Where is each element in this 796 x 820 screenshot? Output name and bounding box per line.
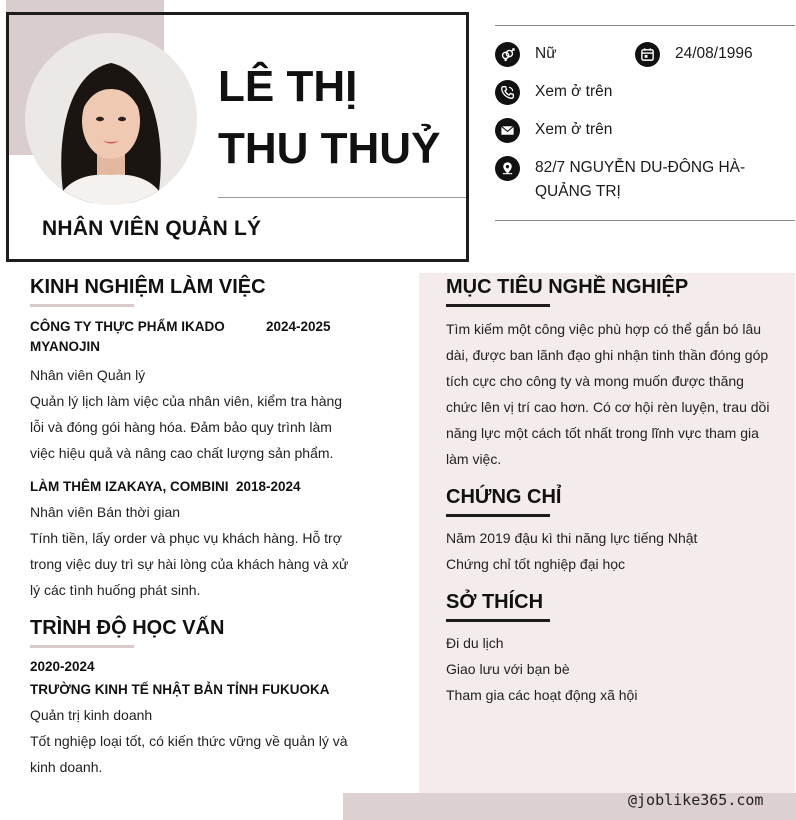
- contact-divider-bottom: [495, 220, 795, 221]
- job-1-desc-line: Quản lý lịch làm việc của nhân viên, kiểm tra hàng: [30, 393, 343, 409]
- job-2-desc-line: Tính tiền, lấy order và phục vụ khách hàng. Hỗ trợ: [30, 530, 342, 546]
- certificates-heading: CHỨNG CHỈ: [446, 486, 562, 508]
- objective-heading: MỤC TIÊU NGHỀ NGHIỆP: [446, 276, 689, 298]
- hobby-item: Tham gia các hoạt động xã hội: [446, 687, 638, 703]
- experience-underline: [30, 304, 134, 307]
- job-1-desc-line: lỗi và đóng gói hàng hóa. Đảm bảo quy trình làm: [30, 419, 332, 435]
- education-heading: TRÌNH ĐỘ HỌC VẤN: [30, 617, 225, 639]
- objective-line: tích cực cho công ty và mong muốn được thăng: [446, 373, 744, 389]
- calendar-icon: [635, 42, 660, 67]
- job-2-period: 2018-2024: [236, 479, 301, 494]
- contact-divider-top: [495, 25, 795, 26]
- education-major: Quản trị kinh doanh: [30, 707, 153, 723]
- education-description: [30, 728, 353, 780]
- job-1-company: [30, 319, 225, 354]
- objective-line: Tìm kiếm một công việc phù hợp có thể gắn bó lâu: [446, 321, 762, 337]
- avatar: [25, 33, 197, 205]
- certificate-item: Chứng chỉ tốt nghiệp đại học: [446, 556, 626, 572]
- job-2-desc-line: trong việc duy trì sự hài lòng của khách hàng và xử: [30, 556, 349, 572]
- objective-line: năng lực một cách tốt nhất trong lĩnh vực tham gia: [446, 425, 759, 441]
- job-2-company: LÀM THÊM IZAKAYA, COMBINI: [30, 479, 229, 494]
- objective-line: chức lên vị trí cao hơn. Có cơ hội rèn luyện, trau dồi: [446, 399, 770, 415]
- envelope-icon: [495, 118, 520, 143]
- birthday-value: 24/08/1996: [675, 45, 753, 62]
- hobbies-underline: [446, 619, 550, 622]
- objective-text: [446, 316, 775, 472]
- phone-value: Xem ở trên: [535, 83, 613, 100]
- objective-line: dài, được ban lãnh đạo ghi nhận tinh thần đóng góp: [446, 347, 769, 363]
- education-period: 2020-2024: [30, 659, 95, 674]
- job-1-company-line-2: MYANOJIN: [30, 339, 101, 354]
- name-line-2: THU THUỶ: [218, 124, 441, 173]
- location-pin-icon: [495, 156, 520, 181]
- full-name: [218, 56, 440, 180]
- hobby-item: Giao lưu với bạn bè: [446, 661, 570, 677]
- objective-underline: [446, 304, 550, 307]
- name-line-1: LÊ THỊ: [218, 62, 358, 111]
- address-line-2: QUẢNG TRỊ: [535, 183, 621, 200]
- objective-line: làm việc.: [446, 451, 502, 467]
- job-2-desc-line: lý các tình huống phát sinh.: [30, 582, 201, 598]
- phone-icon: [495, 80, 520, 105]
- job-title: NHÂN VIÊN QUẢN LÝ: [42, 217, 262, 240]
- footer-watermark: @joblike365.com: [628, 791, 764, 809]
- certificates-underline: [446, 514, 550, 517]
- job-1-description: [30, 388, 353, 466]
- education-desc-line: Tốt nghiệp loại tốt, có kiến thức vững về quản lý và: [30, 733, 348, 749]
- job-1-period: 2024-2025: [266, 319, 331, 334]
- job-2-description: [30, 525, 353, 603]
- hobby-item: Đi du lịch: [446, 635, 504, 651]
- job-1-desc-line: việc hiệu quả và nâng cao chất lượng sản phẩm.: [30, 445, 334, 461]
- education-desc-line: kinh doanh.: [30, 759, 103, 775]
- gender-icon: [495, 42, 520, 67]
- job-1-position: Nhân viên Quản lý: [30, 367, 146, 383]
- experience-heading: KINH NGHIỆM LÀM VIỆC: [30, 276, 266, 298]
- gender-value: Nữ: [535, 45, 557, 62]
- name-divider: [218, 197, 466, 198]
- email-value: Xem ở trên: [535, 121, 613, 138]
- education-underline: [30, 645, 134, 648]
- job-1-company-line-1: CÔNG TY THỰC PHẨM IKADO: [30, 319, 225, 334]
- address-line-1: 82/7 NGUYỄN DU-ĐÔNG HÀ-: [535, 159, 746, 176]
- address-value: [535, 156, 785, 204]
- job-2-position: Nhân viên Bán thời gian: [30, 504, 181, 520]
- hobbies-heading: SỞ THÍCH: [446, 591, 544, 613]
- education-school: TRƯỜNG KINH TẾ NHẬT BẢN TỈNH FUKUOKA: [30, 682, 330, 697]
- certificate-item: Năm 2019 đậu kì thi năng lực tiếng Nhật: [446, 530, 698, 546]
